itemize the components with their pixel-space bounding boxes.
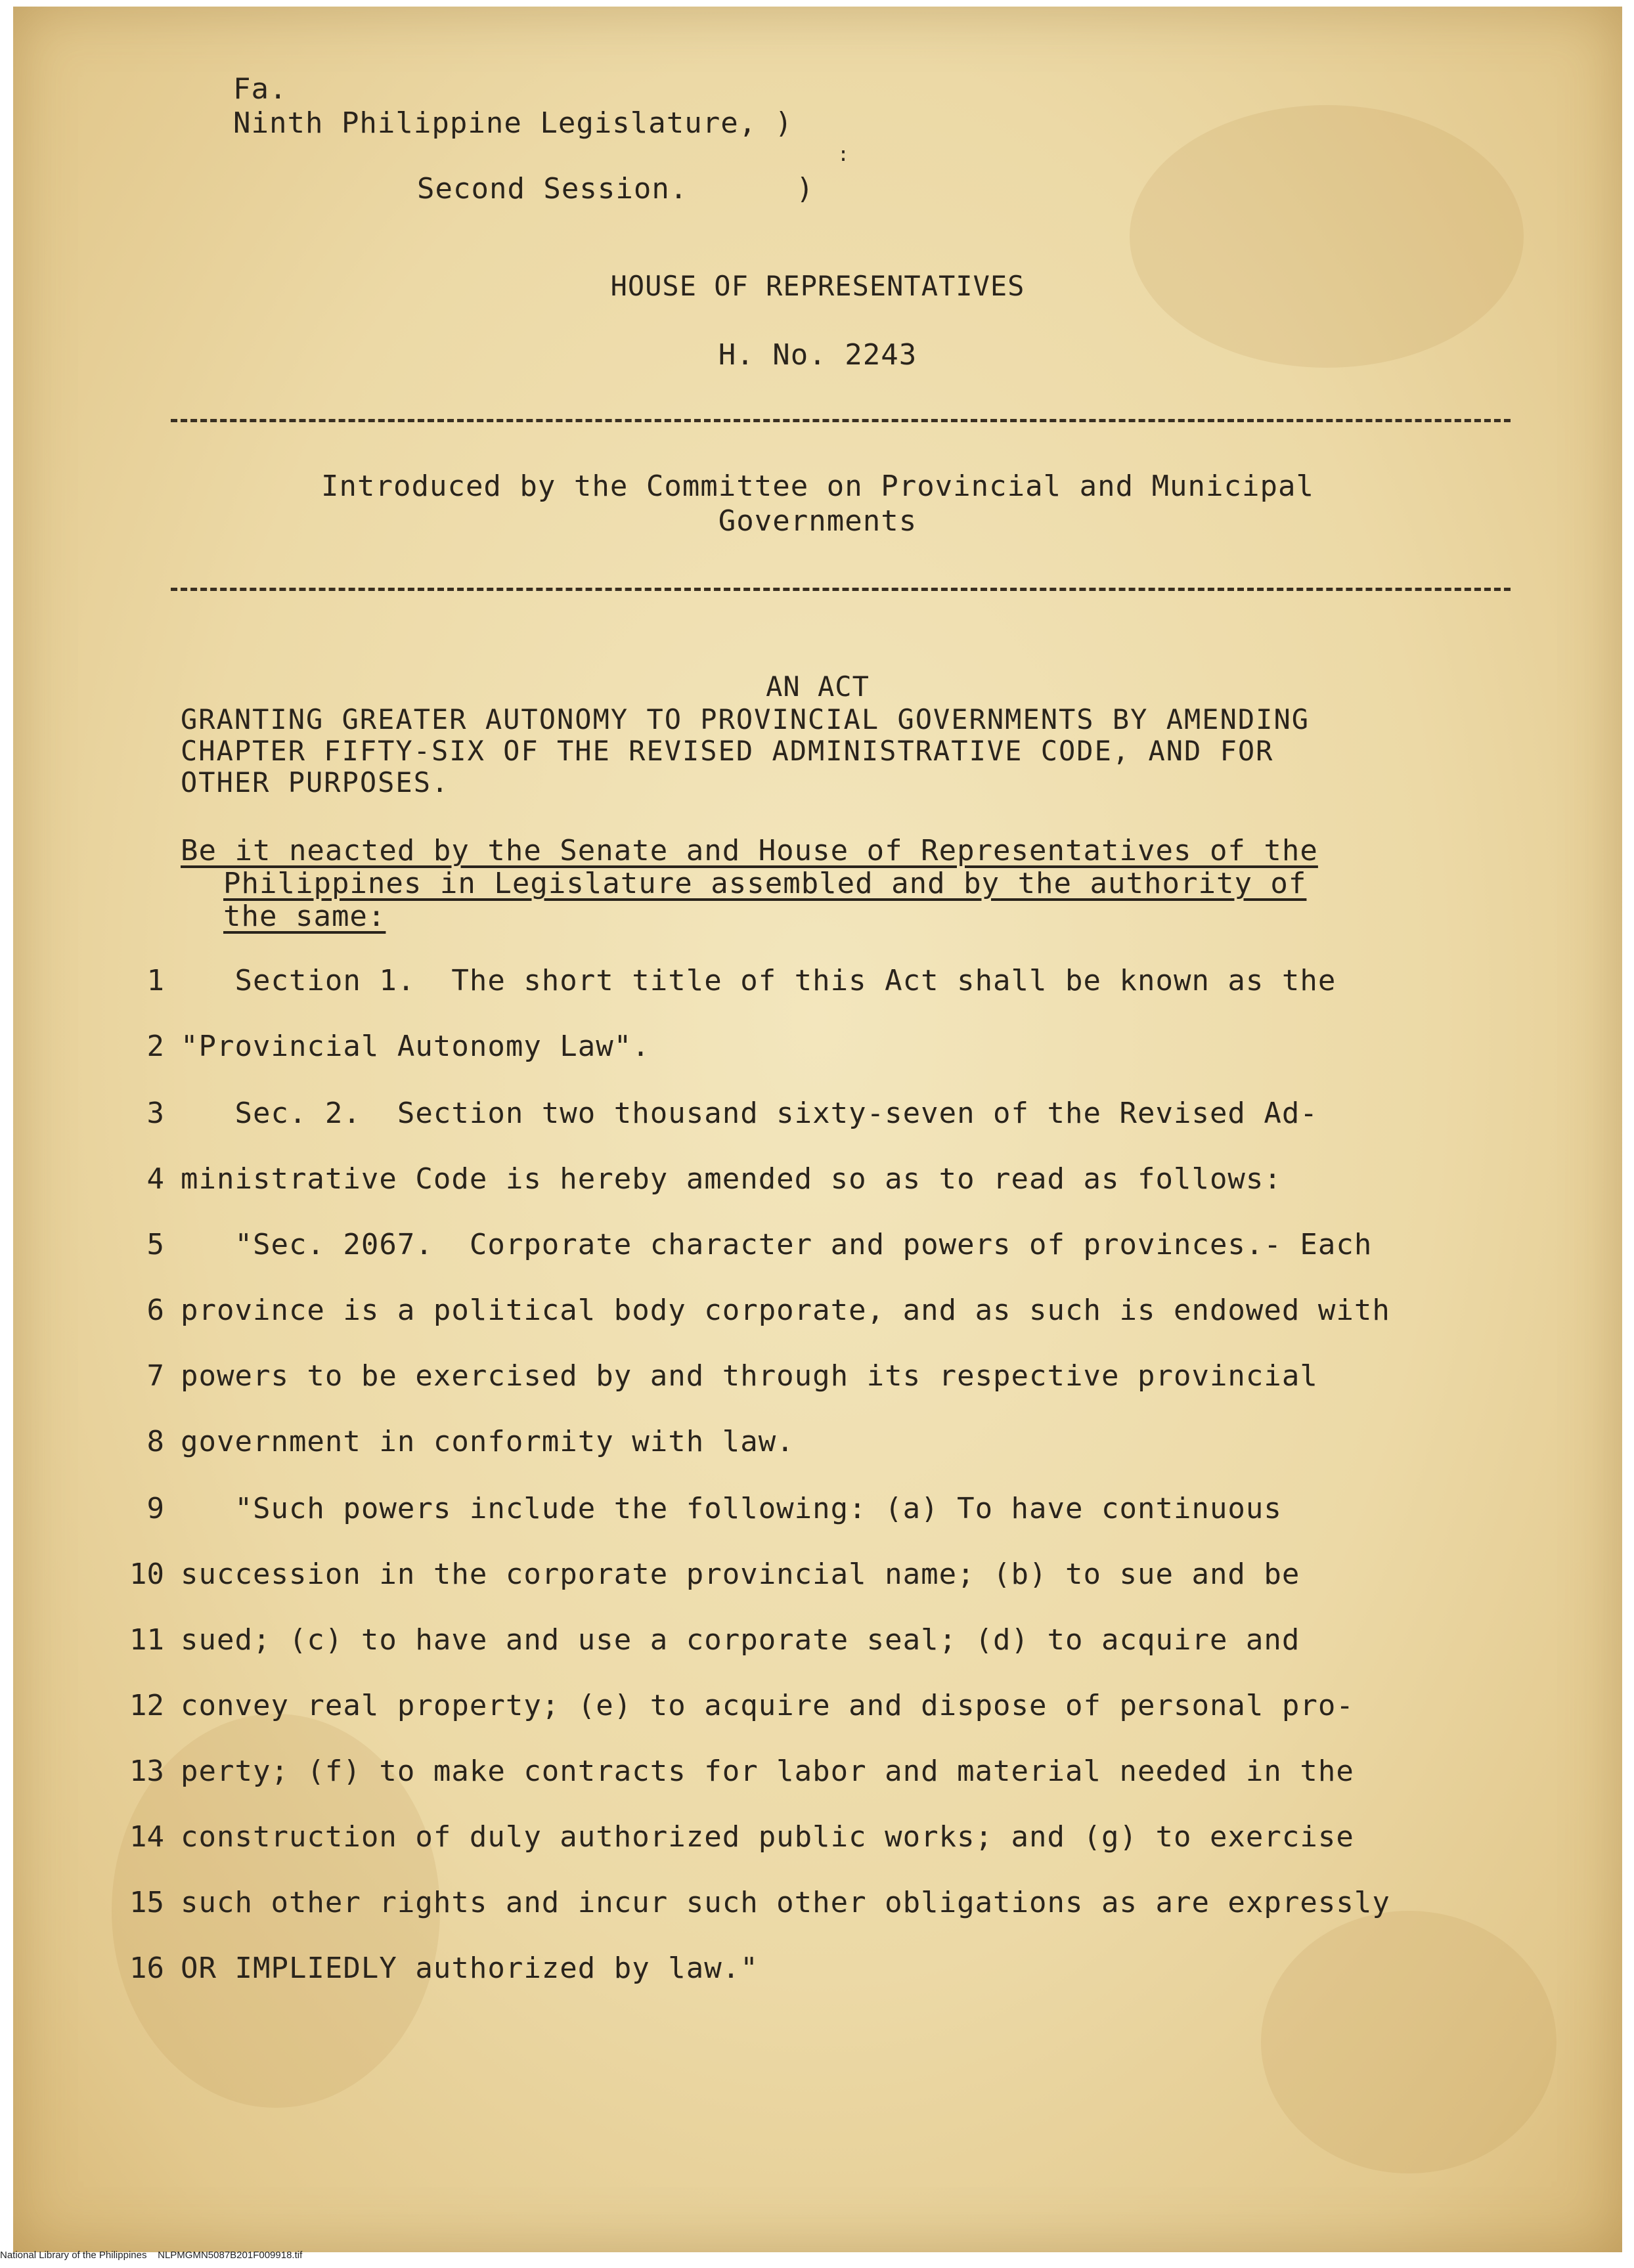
line-number: 10 [129, 1558, 164, 1591]
paper-stain [1130, 105, 1524, 368]
line-number: 6 [146, 1294, 164, 1327]
dashed-divider [171, 419, 1511, 422]
filing-code: Fa. [233, 72, 288, 106]
enacting-clause-line: Be it neacted by the Senate and House of Representatives of the [181, 834, 1318, 867]
body-line: construction of duly authorized public works; and (g) to exercise [181, 1820, 1354, 1854]
line-number: 7 [146, 1359, 164, 1393]
colon-mark: : [837, 143, 850, 166]
document-page [13, 7, 1622, 2252]
introduced-by-line1: Introduced by the Committee on Provincial and Municipal [321, 469, 1314, 503]
body-line: succession in the corporate provincial name; (b) to sue and be [181, 1558, 1300, 1591]
body-line: powers to be exercised by and through its respective provincial [181, 1359, 1318, 1393]
introduced-by-line2: Governments [718, 504, 917, 538]
session-line: Second Session. ) [417, 172, 814, 206]
line-number: 11 [129, 1623, 164, 1657]
line-number: 16 [129, 1952, 164, 1985]
paper-stain [1261, 1911, 1557, 2173]
line-number: 14 [129, 1820, 164, 1854]
body-line: convey real property; (e) to acquire and dispose of personal pro- [181, 1689, 1354, 1722]
line-number: 15 [129, 1886, 164, 1919]
act-title-line: GRANTING GREATER AUTONOMY TO PROVINCIAL GOVERNMENTS BY AMENDING [181, 703, 1310, 735]
body-line: such other rights and incur such other obligations as are expressly [181, 1886, 1390, 1919]
line-number: 8 [146, 1425, 164, 1458]
body-line: ministrative Code is hereby amended so as to read as follows: [181, 1162, 1282, 1196]
body-line: Sec. 2. Section two thousand sixty-seven of the Revised Ad- [181, 1097, 1318, 1130]
enacting-clause-line: Philippines in Legislature assembled and by the authority of [223, 867, 1307, 900]
line-number: 5 [146, 1228, 164, 1261]
body-line: "Provincial Autonomy Law". [181, 1030, 650, 1063]
act-heading: AN ACT [766, 670, 870, 703]
bill-number: H. No. 2243 [718, 338, 917, 372]
body-line: perty; (f) to make contracts for labor and material needed in the [181, 1755, 1354, 1788]
archive-footer: National Library of the Philippines NLPMGMN5087B201F009918.tif [0, 2250, 303, 2261]
act-title-line: CHAPTER FIFTY-SIX OF THE REVISED ADMINISTRATIVE CODE, AND FOR [181, 735, 1274, 767]
enacting-clause-line: the same: [223, 900, 386, 933]
line-number: 9 [146, 1492, 164, 1525]
body-line: Section 1. The short title of this Act shall be known as the [181, 964, 1336, 997]
body-line: OR IMPLIEDLY authorized by law." [181, 1952, 759, 1985]
house-heading: HOUSE OF REPRESENTATIVES [610, 270, 1025, 302]
line-number: 3 [146, 1097, 164, 1130]
line-number: 1 [146, 964, 164, 997]
line-number: 2 [146, 1030, 164, 1063]
dashed-divider [171, 588, 1511, 591]
body-line: "Such powers include the following: (a) To have continuous [181, 1492, 1282, 1525]
body-line: government in conformity with law. [181, 1425, 795, 1458]
body-line: "Sec. 2067. Corporate character and powers of provinces.- Each [181, 1228, 1373, 1261]
line-number: 13 [129, 1755, 164, 1788]
act-title-line: OTHER PURPOSES. [181, 766, 450, 798]
line-number: 12 [129, 1689, 164, 1722]
line-number: 4 [146, 1162, 164, 1196]
body-line: sued; (c) to have and use a corporate seal; (d) to acquire and [181, 1623, 1300, 1657]
body-line: province is a political body corporate, and as such is endowed with [181, 1294, 1390, 1327]
legislature-line: Ninth Philippine Legislature, ) [233, 106, 793, 140]
